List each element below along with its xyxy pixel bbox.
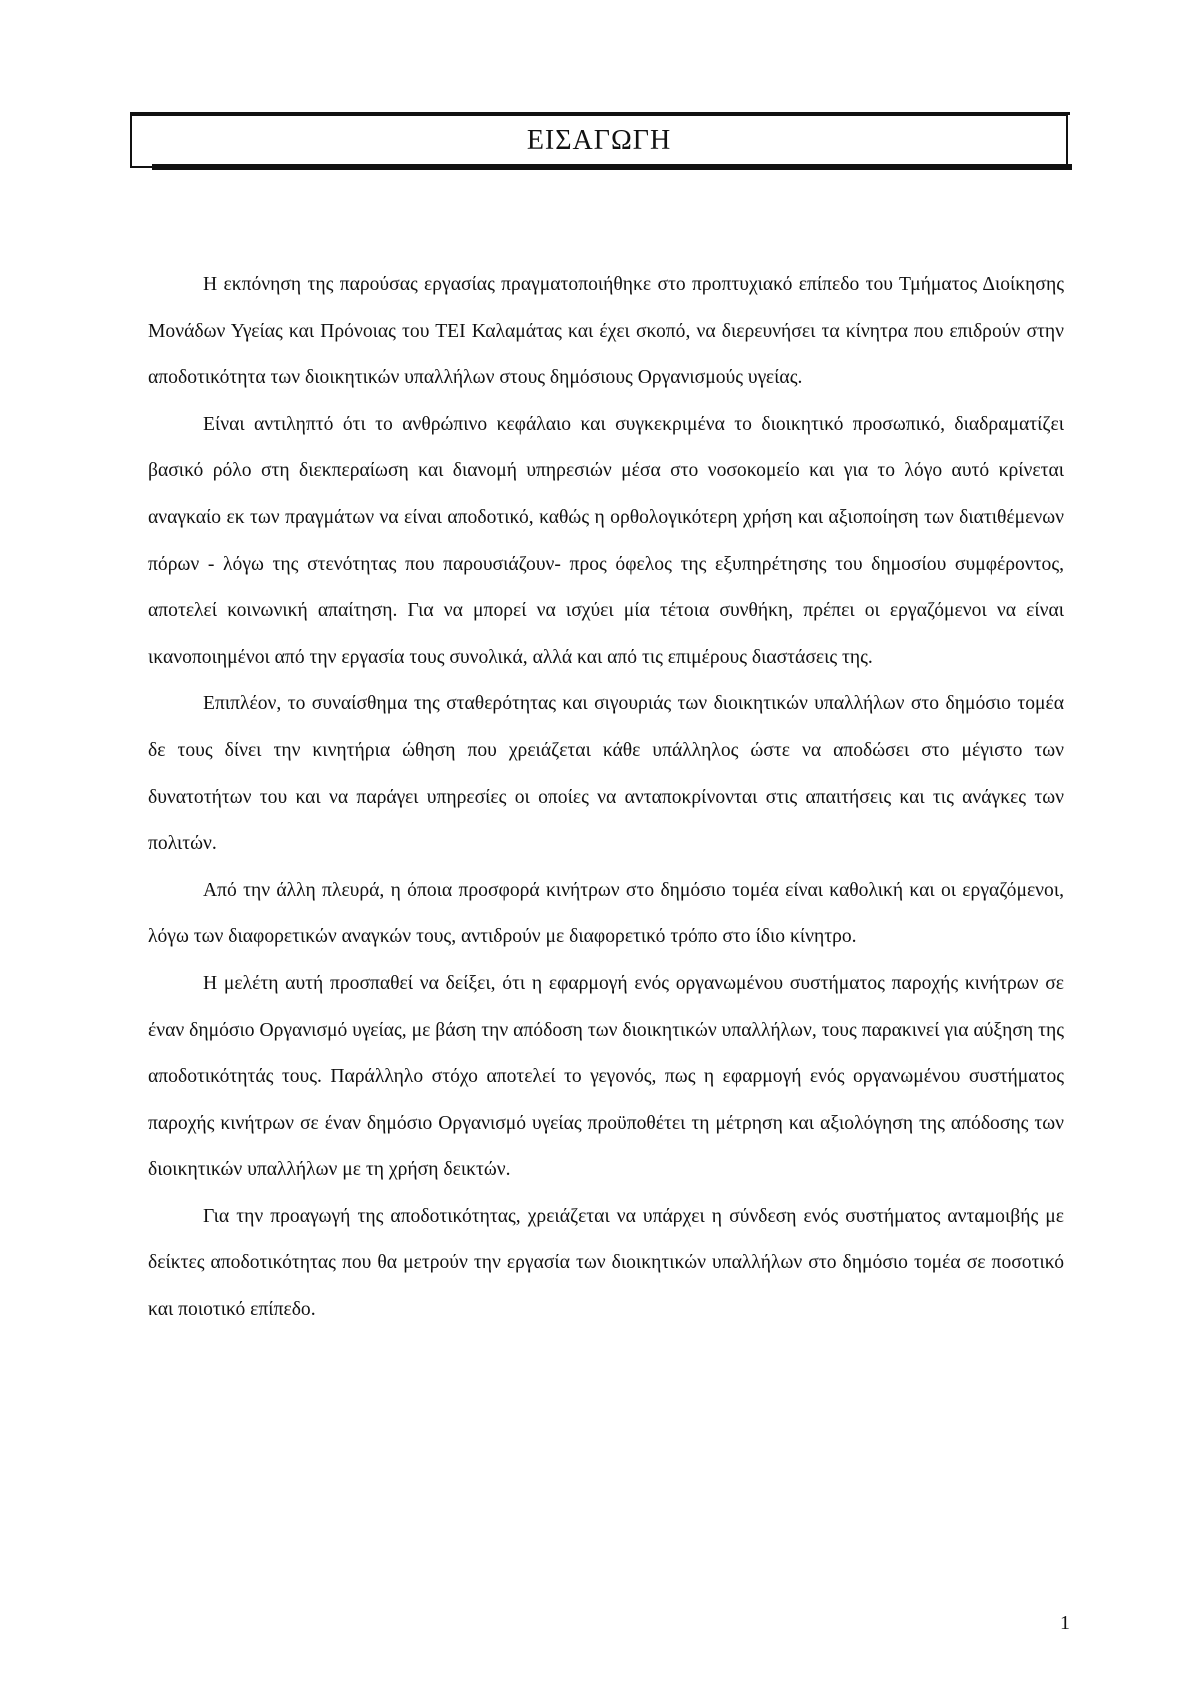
title-box xyxy=(130,114,1068,168)
paragraph-study-aim: Η μελέτη αυτή προσπαθεί να δείξει, ότι η εφαρμογή ενός οργανωμένου συστήματος παροχής κινήτρων σε έναν δημόσιο Οργανισμό υγείας, με βάση την απόδοση των διοικητικών υπαλλήλων, τους παρακινεί για αύξηση της αποδοτικότητάς τους. Παράλληλο στόχο αποτελεί το γεγονός, πως η εφαρμογή ενός οργανωμένου συστήματος παροχής κινήτρων σε έναν δημόσιο Οργανισμό υγείας προϋποθέτει τη μέτρηση και αξιολόγηση της απόδοσης των διοικητικών υπαλλήλων με τη χρήση δεικτών. xyxy=(148,972,1064,1181)
page-title: ΕΙΣΑΓΩΓΗ xyxy=(526,125,672,156)
paragraph-productivity: Για την προαγωγή της αποδοτικότητας, χρειάζεται να υπάρχει η σύνδεση ενός συστήματος ανταμοιβής με δείκτες αποδοτικότητας που θα μετρούν την εργασία των διοικητικών υπαλλήλων στο δημόσιο τομέα σε ποσοτικό και ποιοτικό επίπεδο. xyxy=(148,1205,1064,1321)
paragraph-human-capital: Είναι αντιληπτό ότι το ανθρώπινο κεφάλαιο και συγκεκριμένα το διοικητικό προσωπικό, διαδραματίζει βασικό ρόλο στη διεκπεραίωση και διανομή υπηρεσιών μέσα στο νοσοκομείο και για το λόγο αυτό κρίνεται αναγκαίο εκ των πραγμάτων να είναι αποδοτικό, καθώς η ορθολογικότερη χρήση και αξιοποίηση των διατιθέμενων πόρων - λόγω της στενότητας που παρουσιάζουν- προς όφελος της εξυπηρέτησης του δημοσίου συμφέροντος, αποτελεί κοινωνική απαίτηση. Για να μπορεί να ισχύει μία τέτοια συνθήκη, πρέπει οι εργαζόμενοι να είναι ικανοποιημένοι από την εργασία τους συνολικά, αλλά και από τις επιμέρους διαστάσεις της. xyxy=(148,413,1064,668)
paragraph-intro: Η εκπόνηση της παρούσας εργασίας πραγματοποιήθηκε στο προπτυχιακό επίπεδο του Τμήματος Διοίκησης Μονάδων Υγείας και Πρόνοιας του ΤΕΙ Καλαμάτας και έχει σκοπό, να διερευνήσει τα κίνητρα που επιδρούν στην αποδοτικότητα των διοικητικών υπαλλήλων στους δημόσιους Οργανισμούς υγείας. xyxy=(148,274,1064,389)
paragraph-stability: Επιπλέον, το συναίσθημα της σταθερότητας και σιγουριάς των διοικητικών υπαλλήλων στο δημόσιο τομέα δε τους δίνει την κινητήρια ώθηση που χρειάζεται κάθε υπάλληλος ώστε να αποδώσει στο μέγιστο των δυνατοτήτων του και να παράγει υπηρεσίες οι οποίες να ανταποκρίνονται στις απαιτήσεις και τις ανάγκες των πολιτών. xyxy=(148,693,1064,855)
paragraph-incentives: Από την άλλη πλευρά, η όποια προσφορά κινήτρων στο δημόσιο τομέα είναι καθολική και οι εργαζόμενοι, λόγω των διαφορετικών αναγκών τους, αντιδρούν με διαφορετικό τρόπο στο ίδιο κίνητρο. xyxy=(148,879,1064,948)
page-number: 1 xyxy=(1060,1612,1070,1634)
body-text xyxy=(148,262,1064,1334)
